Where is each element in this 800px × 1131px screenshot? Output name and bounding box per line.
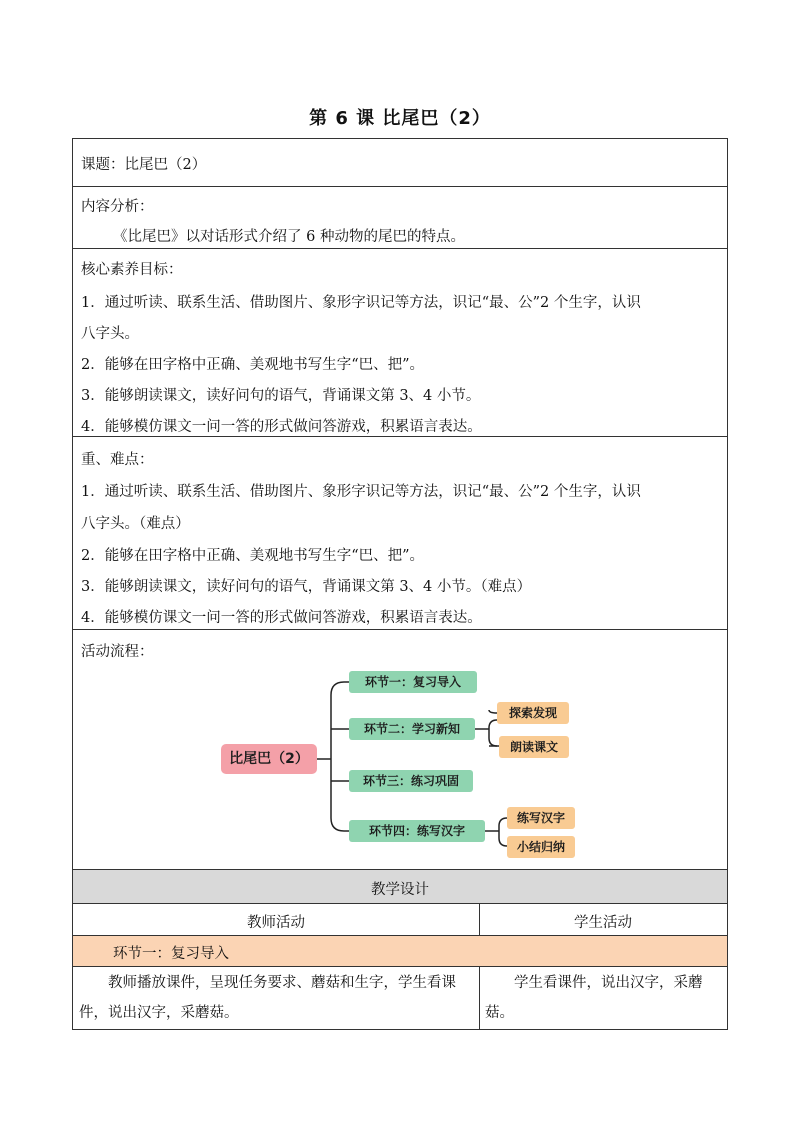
teacher-column-header: 教师活动 bbox=[247, 915, 305, 931]
student-activity-1: 学生看课件，说出汉字，采蘑菇。 bbox=[485, 975, 703, 1021]
key-points-row bbox=[73, 437, 727, 630]
key-point-3: 3．能够朗读课文，读好问句的语气，背诵课文第 3、4 小节。（难点） bbox=[81, 579, 532, 595]
page-title: 第 6 课 比尾巴（2） bbox=[309, 108, 491, 129]
mind-map-step-4-sub-1: 练写汉字 bbox=[507, 807, 575, 829]
mind-map-root: 比尾巴（2） bbox=[221, 744, 317, 774]
section-1-row bbox=[73, 936, 727, 967]
mind-map-step-2-sub-2: 朗读课文 bbox=[499, 736, 569, 758]
lesson-table bbox=[72, 138, 728, 1030]
key-point-2: 2．能够在田字格中正确、美观地书写生字“巴、把”。 bbox=[81, 548, 425, 564]
key-point-1: 1．通过听读、联系生活、借助图片、象形字识记等方法，识记“最、公”2 个生字，认识 bbox=[81, 484, 641, 500]
goal-item-4: 4．能够模仿课文一问一答的形式做问答游戏，积累语言表达。 bbox=[81, 419, 482, 435]
content-analysis-row bbox=[73, 187, 727, 249]
key-point-4: 4．能够模仿课文一问一答的形式做问答游戏，积累语言表达。 bbox=[81, 610, 482, 626]
mind-map-step-3: 环节三：练习巩固 bbox=[349, 770, 473, 792]
content-column-divider bbox=[479, 967, 480, 1029]
mind-map-step-2-sub-1: 探索发现 bbox=[497, 702, 569, 724]
section-1-content-row bbox=[73, 967, 727, 1029]
goals-row bbox=[73, 249, 727, 437]
design-header-row bbox=[73, 870, 727, 904]
content-text: 《比尾巴》以对话形式介绍了 6 种动物的尾巴的特点。 bbox=[113, 229, 465, 245]
goal-item-2: 2．能够在田字格中正确、美观地书写生字“巴、把”。 bbox=[81, 357, 425, 373]
teacher-activity-1: 教师播放课件，呈现任务要求、蘑菇和生字，学生看课件，说出汉字，采蘑菇。 bbox=[79, 975, 456, 1021]
key-point-1-cont: 八字头。（难点） bbox=[81, 516, 190, 532]
student-column-header: 学生活动 bbox=[574, 915, 632, 931]
topic-text: 课题：比尾巴（2） bbox=[81, 157, 207, 173]
mind-map-step-2: 环节二：学习新知 bbox=[349, 718, 475, 740]
mind-map bbox=[73, 630, 729, 870]
mind-map-step-4-sub-2: 小结归纳 bbox=[507, 836, 575, 858]
design-columns-row bbox=[73, 904, 727, 936]
mind-map-step-1: 环节一：复习导入 bbox=[349, 671, 477, 693]
key-points-heading: 重、难点： bbox=[81, 452, 154, 468]
topic-row bbox=[73, 139, 727, 187]
section-1-title: 环节一：复习导入 bbox=[113, 946, 229, 962]
mind-map-step-4: 环节四：练写汉字 bbox=[349, 820, 485, 842]
goals-heading: 核心素养目标： bbox=[81, 262, 183, 278]
flow-heading: 活动流程： bbox=[81, 644, 154, 660]
goal-item-1-cont: 八字头。 bbox=[81, 326, 139, 342]
design-heading: 教学设计 bbox=[371, 882, 429, 898]
goal-item-1: 1．通过听读、联系生活、借助图片、象形字识记等方法，识记“最、公”2 个生字，认识 bbox=[81, 295, 641, 311]
goal-item-3: 3．能够朗读课文，读好问句的语气，背诵课文第 3、4 小节。 bbox=[81, 388, 481, 404]
content-heading: 内容分析： bbox=[81, 199, 154, 215]
activity-flow-row bbox=[73, 630, 727, 870]
